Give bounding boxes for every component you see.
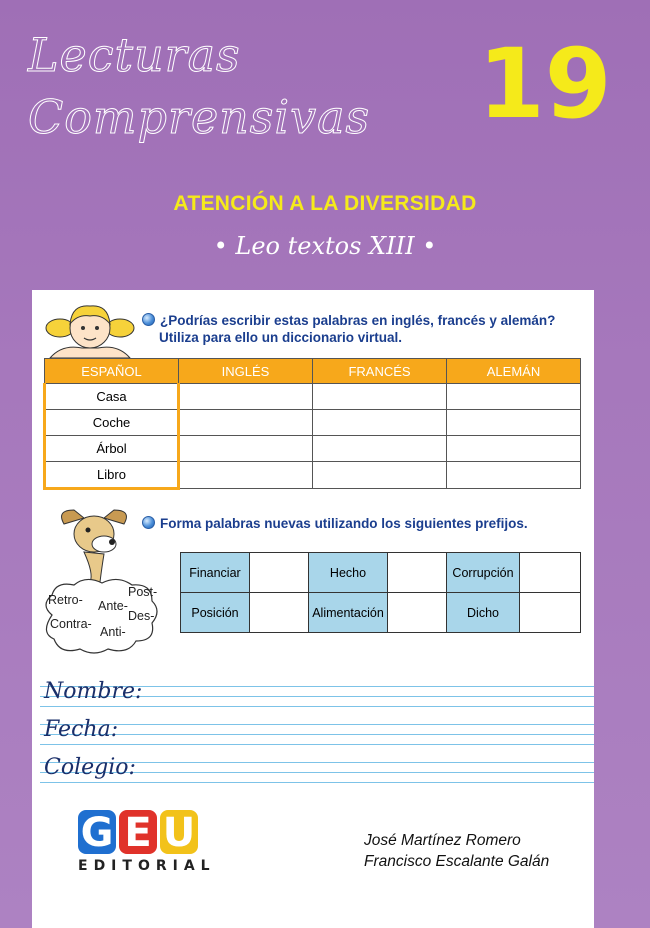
answer-cell-french[interactable] (313, 462, 447, 489)
prefix-des: Des- (128, 609, 155, 623)
date-line[interactable] (40, 716, 594, 754)
answer-cell-french[interactable] (313, 384, 447, 410)
title-line-1: Lecturas (28, 28, 241, 82)
content-panel (32, 290, 594, 928)
table-header-row (45, 359, 581, 384)
school-label: Colegio: (44, 755, 136, 780)
logo-editorial: EDITORIAL (78, 858, 216, 874)
translation-table (43, 358, 581, 490)
bullet-icon (142, 313, 155, 326)
prefix-contra: Contra- (50, 617, 92, 631)
logo-letter-g: G (78, 810, 116, 854)
answer-cell[interactable] (250, 593, 309, 633)
table-row (181, 593, 581, 633)
answer-cell-german[interactable] (447, 410, 581, 436)
logo-letter-e: E (119, 810, 157, 854)
word-cell: Hecho (309, 553, 388, 593)
answer-cell-german[interactable] (447, 462, 581, 489)
table-row (45, 410, 581, 436)
bullet-icon (142, 516, 155, 529)
question-2 (142, 515, 528, 532)
question-1-line-2: Utiliza para ello un diccionario virtual. (159, 330, 403, 345)
word-cell: Corrupción (447, 553, 520, 593)
answer-cell-french[interactable] (313, 410, 447, 436)
prefix-table (180, 552, 581, 633)
answer-cell-english[interactable] (179, 384, 313, 410)
school-line[interactable] (40, 754, 594, 792)
name-label: Nombre: (44, 679, 143, 704)
word-cell: Posición (181, 593, 250, 633)
student-form (40, 678, 594, 792)
header-english: INGLÉS (179, 359, 313, 384)
answer-cell[interactable] (388, 593, 447, 633)
header-spanish: ESPAÑOL (45, 359, 179, 384)
name-line[interactable] (40, 678, 594, 716)
dog-illustration (54, 504, 134, 584)
answer-cell-german[interactable] (447, 436, 581, 462)
question-2-text: Forma palabras nuevas utilizando los siguientes prefijos. (160, 516, 528, 531)
issue-number: 19 (478, 28, 612, 140)
question-1-line-1: ¿Podrías escribir estas palabras en inglés, francés y alemán? (160, 313, 556, 328)
answer-cell[interactable] (520, 593, 581, 633)
date-label: Fecha: (44, 717, 119, 742)
answer-cell-english[interactable] (179, 436, 313, 462)
table-row (181, 553, 581, 593)
word-cell: Alimentación (309, 593, 388, 633)
answer-cell-english[interactable] (179, 462, 313, 489)
girl-illustration (42, 298, 138, 364)
authors (364, 830, 549, 872)
author-2: Francisco Escalante Galán (364, 853, 550, 870)
prefix-anti: Anti- (100, 625, 126, 639)
prefix-cloud (38, 575, 162, 657)
answer-cell-english[interactable] (179, 410, 313, 436)
table-row (45, 462, 581, 489)
question-1 (142, 312, 555, 346)
table-row (45, 384, 581, 410)
prefix-retro: Retro- (48, 593, 83, 607)
series-label: • Leo textos XIII • (213, 232, 437, 260)
word-cell: Casa (45, 384, 179, 410)
table-row (45, 436, 581, 462)
answer-cell-french[interactable] (313, 436, 447, 462)
answer-cell[interactable] (250, 553, 309, 593)
word-cell: Coche (45, 410, 179, 436)
prefix-post: Post- (128, 585, 158, 599)
word-cell: Financiar (181, 553, 250, 593)
header-german: ALEMÁN (447, 359, 581, 384)
word-cell: Dicho (447, 593, 520, 633)
answer-cell[interactable] (520, 553, 581, 593)
prefix-ante: Ante- (98, 599, 128, 613)
subtitle: ATENCIÓN A LA DIVERSIDAD (173, 192, 477, 215)
author-1: José Martínez Romero (364, 832, 521, 849)
publisher-logo (78, 810, 216, 874)
title-line-2: Comprensivas (28, 90, 371, 144)
answer-cell[interactable] (388, 553, 447, 593)
word-cell: Libro (45, 462, 179, 489)
header-french: FRANCÉS (313, 359, 447, 384)
logo-letter-u: U (160, 810, 198, 854)
answer-cell-german[interactable] (447, 384, 581, 410)
word-cell: Árbol (45, 436, 179, 462)
